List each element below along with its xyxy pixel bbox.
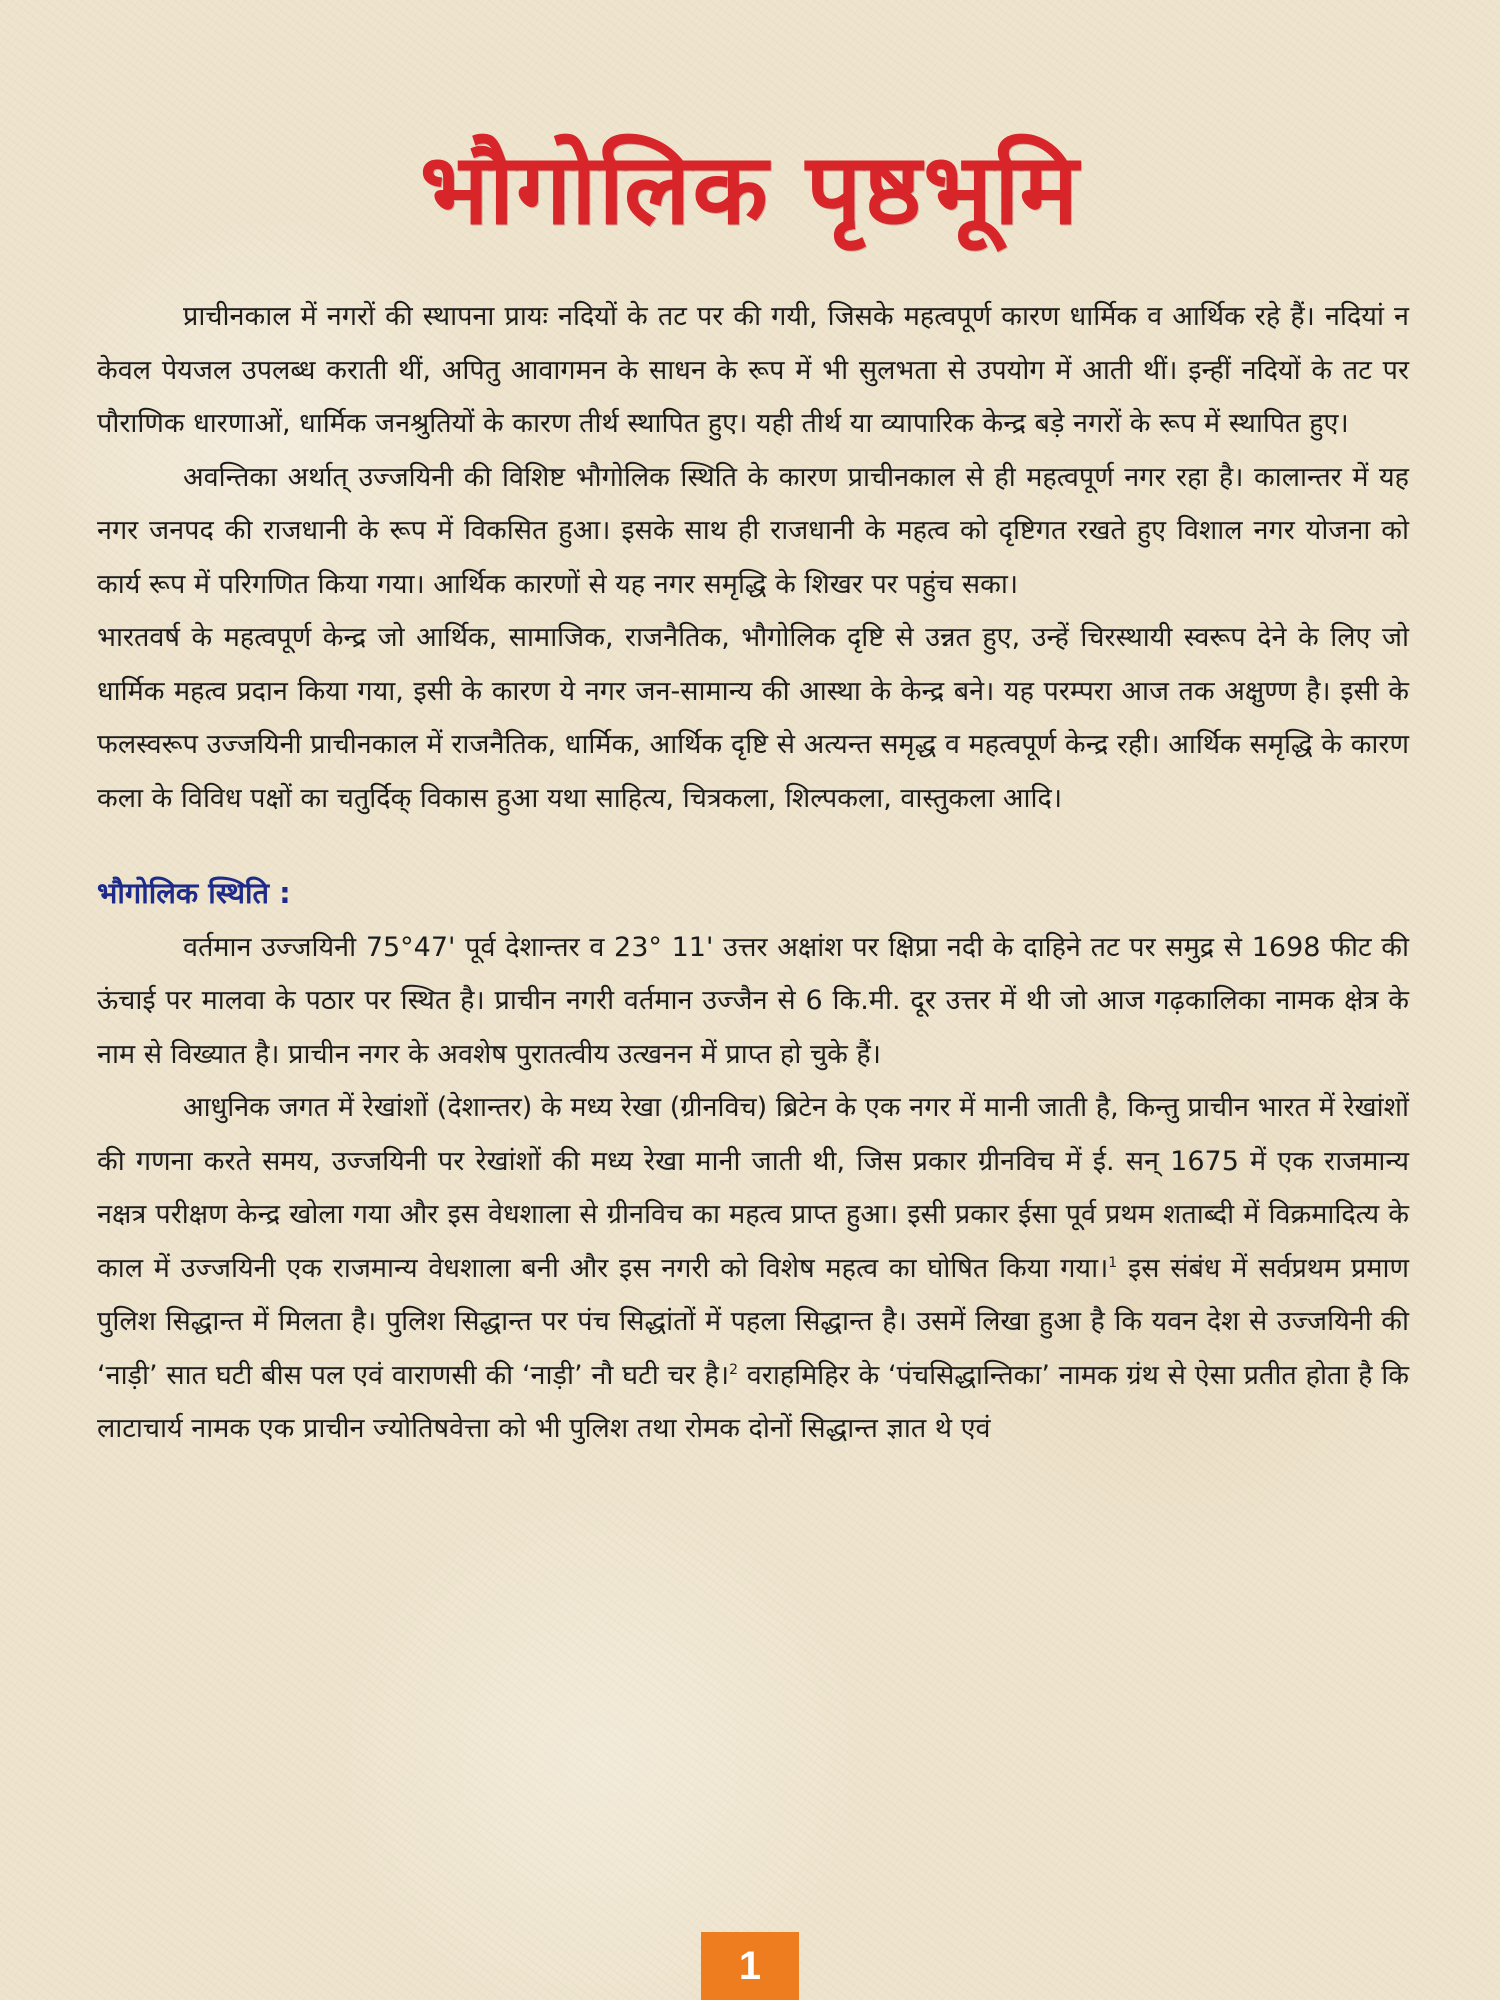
section-paragraph-2-part-b: इस संबंध में सर्वप्रथम प्रमाण पुलिश सिद्धान्त में मिलता है। पुलिश सिद्धान्त पर पंच सिद्धांतों में पहला सिद्धान्त है। उसमें लिखा हुआ है कि यवन देश से उज्जयिनी की ‘नाड़ी’ सात घटी बीस पल एवं वाराणसी की ‘नाड़ी’ नौ घटी चर है। xyxy=(97,1252,1409,1391)
section-paragraph-2 xyxy=(97,1081,1409,1456)
section-spacer xyxy=(97,825,1409,867)
section-paragraph-2-part-a: आधुनिक जगत में रेखांशों (देशान्तर) के मध्य रेखा (ग्रीनविच) ब्रिटेन के एक नगर में मानी जाती है, किन्तु प्राचीन भारत में रेखांशों की गणना करते समय, उज्जयिनी पर रेखांशों की मध्य रेखा मानी जाती थी, जिस प्रकार ग्रीनविच में ई. सन् 1675 में एक राजमान्य नक्षत्र परीक्षण केन्द्र खोला गया और इस वेधशाला से ग्रीनविच का महत्व प्राप्त हुआ। इसी प्रकार ईसा पूर्व प्रथम शताब्दी में विक्रमादित्य के काल में उज्जयिनी एक राजमान्य वेधशाला बनी और इस नगरी को विशेष महत्व का घोषित किया गया। xyxy=(97,1092,1410,1284)
page-title: भौगोलिक पृष्ठभूमि xyxy=(419,132,1081,247)
footnote-marker-2: 2 xyxy=(729,1361,738,1378)
section-heading: भौगोलिक स्थिति : xyxy=(97,876,291,910)
document-body xyxy=(97,290,1409,1456)
section-paragraph-2-part-c: वराहमिहिर के ‘पंचसिद्धान्तिका’ नामक ग्रंथ से ऐसा प्रतीत होता है कि लाटाचार्य नामक एक प्राचीन ज्योतिषवेत्ता को भी पुलिश तथा रोमक दोनों सिद्धान्त ज्ञात थे एवं xyxy=(97,1359,1410,1444)
section-paragraph-1: वर्तमान उज्जयिनी 75°47' पूर्व देशान्तर व 23° 11' उत्तर अक्षांश पर क्षिप्रा नदी के दाहिने तट पर समुद्र से 1698 फीट की ऊंचाई पर मालवा के पठार पर स्थित है। प्राचीन नगरी वर्तमान उज्जैन से 6 कि.मी. दूर उत्तर में थी जो आज गढ़कालिका नामक क्षेत्र के नाम से विख्यात है। प्राचीन नगर के अवशेष पुरातत्वीय उत्खनन में प्राप्त हो चुके हैं। xyxy=(97,931,1409,1070)
intro-paragraph-1: प्राचीनकाल में नगरों की स्थापना प्रायः नदियों के तट पर की गयी, जिसके महत्वपूर्ण कारण धार्मिक व आर्थिक रहे हैं। नदियां न केवल पेयजल उपलब्ध कराती थीं, अपितु आवागमन के साधन के रूप में भी सुलभता से उपयोग में आती थीं। इन्हीं नदियों के तट पर पौराणिक धारणाओं, धार्मिक जनश्रुतियों के कारण तीर्थ स्थापित हुए। यही तीर्थ या व्यापारिक केन्द्र बड़े नगरों के रूप में स्थापित हुए। xyxy=(97,301,1409,439)
intro-paragraph-3: भारतवर्ष के महत्वपूर्ण केन्द्र जो आर्थिक, सामाजिक, राजनैतिक, भौगोलिक दृष्टि से उन्नत हुए, उन्हें चिरस्थायी स्वरूप देने के लिए जो धार्मिक महत्व प्रदान किया गया, इसी के कारण ये नगर जन-सामान्य की आस्था के केन्द्र बने। यह परम्परा आज तक अक्षुण्ण है। इसी के फलस्वरूप उज्जयिनी प्राचीनकाल में राजनैतिक, धार्मिक, आर्थिक दृष्टि से अत्यन्त समृद्ध व महत्वपूर्ण केन्द्र रही। आर्थिक समृद्धि के कारण कला के विविध पक्षों का चतुर्दिक् विकास हुआ यथा साहित्य, चित्रकला, शिल्पकला, वास्तुकला आदि। xyxy=(97,622,1409,814)
footnote-marker-1: 1 xyxy=(1108,1254,1118,1271)
page-number: 1 xyxy=(701,1932,799,2000)
intro-paragraph-2: अवन्तिका अर्थात् उज्जयिनी की विशिष्ट भौगोलिक स्थिति के कारण प्राचीनकाल से ही महत्वपूर्ण नगर रहा है। कालान्तर में यह नगर जनपद की राजधानी के रूप में विकसित हुआ। इसके साथ ही राजधानी के महत्व को दृष्टिगत रखते हुए विशाल नगर योजना को कार्य रूप में परिगणित किया गया। आर्थिक कारणों से यह नगर समृद्धि के शिखर पर पहुंच सका। xyxy=(97,461,1409,600)
